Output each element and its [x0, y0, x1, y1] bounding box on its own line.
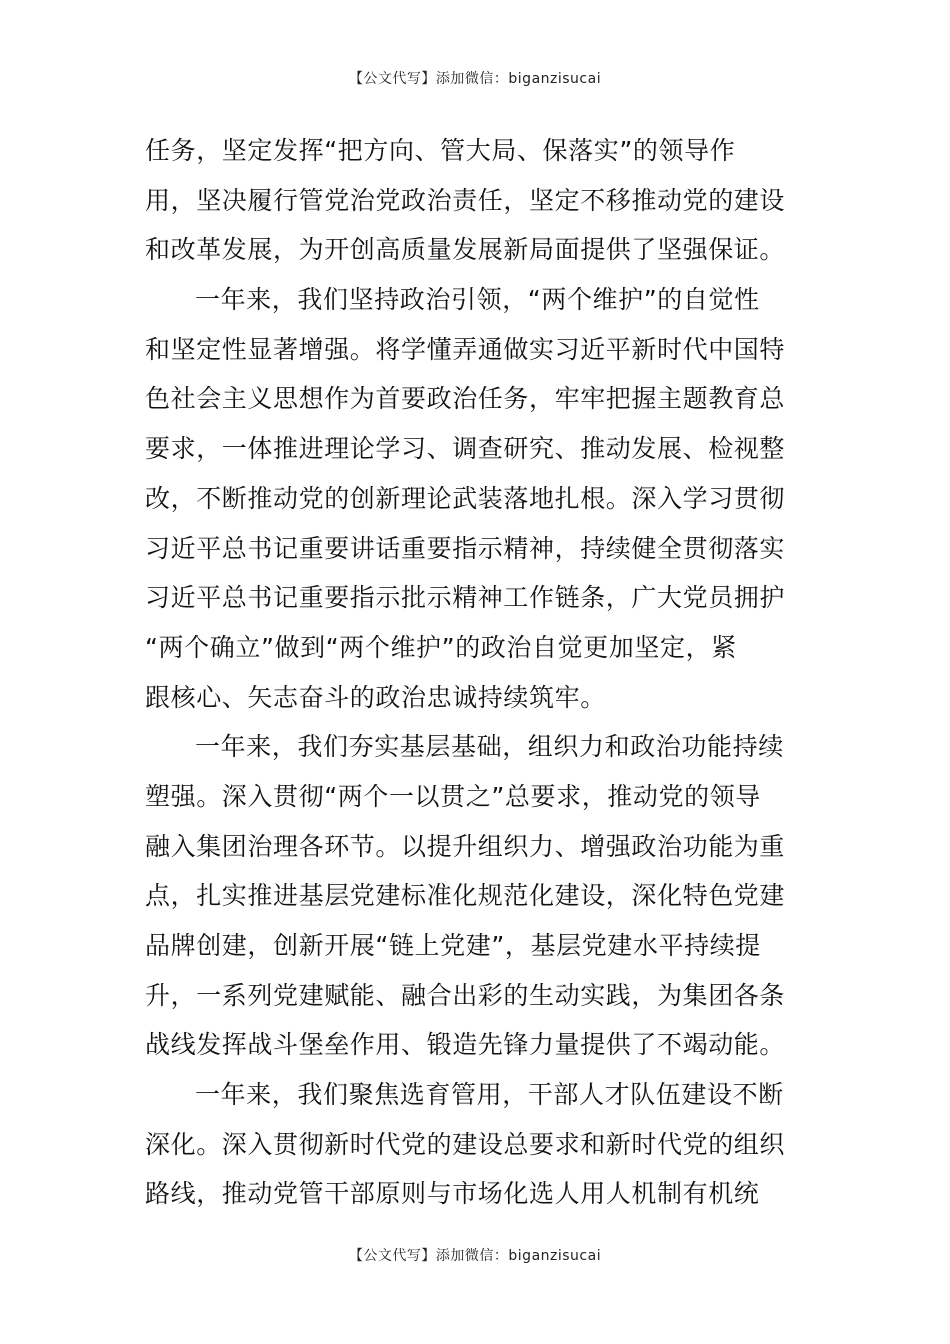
text-line: 习近平总书记重要指示批示精神工作链条，广大党员拥护 — [145, 583, 786, 613]
text-line: 色社会主义思想作为首要政治任务，牢牢把握主题教育总 — [145, 384, 786, 414]
paragraph-start-line: 一年来，我们夯实基层基础，组织力和政治功能持续 — [195, 732, 784, 762]
text-line: 塑强。深入贯彻“两个一以贯之”总要求，推动党的领导 — [145, 781, 761, 811]
document-body — [145, 126, 810, 1219]
page-header: 【公文代写】添加微信：biganzisucai — [348, 71, 602, 87]
page-footer: 【公文代写】添加微信：biganzisucai — [348, 1248, 602, 1264]
text-line: 战线发挥战斗堡垒作用、锻造先锋力量提供了不竭动能。 — [145, 1030, 786, 1060]
text-line: 改，不断推动党的创新理论武装落地扎根。深入学习贯彻 — [145, 483, 786, 513]
text-line: 习近平总书记重要讲话重要指示精神，持续健全贯彻落实 — [145, 533, 786, 563]
text-line: 深化。深入贯彻新时代党的建设总要求和新时代党的组织 — [145, 1129, 786, 1159]
text-line: 跟核心、矢志奋斗的政治忠诚持续筑牢。 — [145, 682, 606, 712]
paragraph-start-line: 一年来，我们聚焦选育管用，干部人才队伍建设不断 — [195, 1080, 784, 1110]
text-line: 点，扎实推进基层党建标准化规范化建设，深化特色党建 — [145, 881, 786, 911]
text-line: 升，一系列党建赋能、融合出彩的生动实践，为集团各条 — [145, 980, 786, 1010]
paragraph-start-line: 一年来，我们坚持政治引领，“两个维护”的自觉性 — [195, 285, 760, 315]
text-line: 和改革发展，为开创高质量发展新局面提供了坚强保证。 — [145, 235, 786, 265]
text-line: 路线，推动党管干部原则与市场化选人用人机制有机统 — [145, 1179, 760, 1209]
text-line: 要求，一体推进理论学习、调查研究、推动发展、检视整 — [145, 434, 786, 464]
text-line: 融入集团治理各环节。以提升组织力、增强政治功能为重 — [145, 831, 786, 861]
text-line: 品牌创建，创新开展“链上党建”，基层党建水平持续提 — [145, 931, 761, 960]
text-line: 任务，坚定发挥“把方向、管大局、保落实”的领导作 — [145, 136, 736, 165]
text-line: “两个确立”做到“两个维护”的政治自觉更加坚定，紧 — [145, 632, 737, 662]
text-line: 用，坚决履行管党治党政治责任，坚定不移推动党的建设 — [145, 185, 786, 215]
text-line: 和坚定性显著增强。将学懂弄通做实习近平新时代中国特 — [145, 334, 786, 364]
